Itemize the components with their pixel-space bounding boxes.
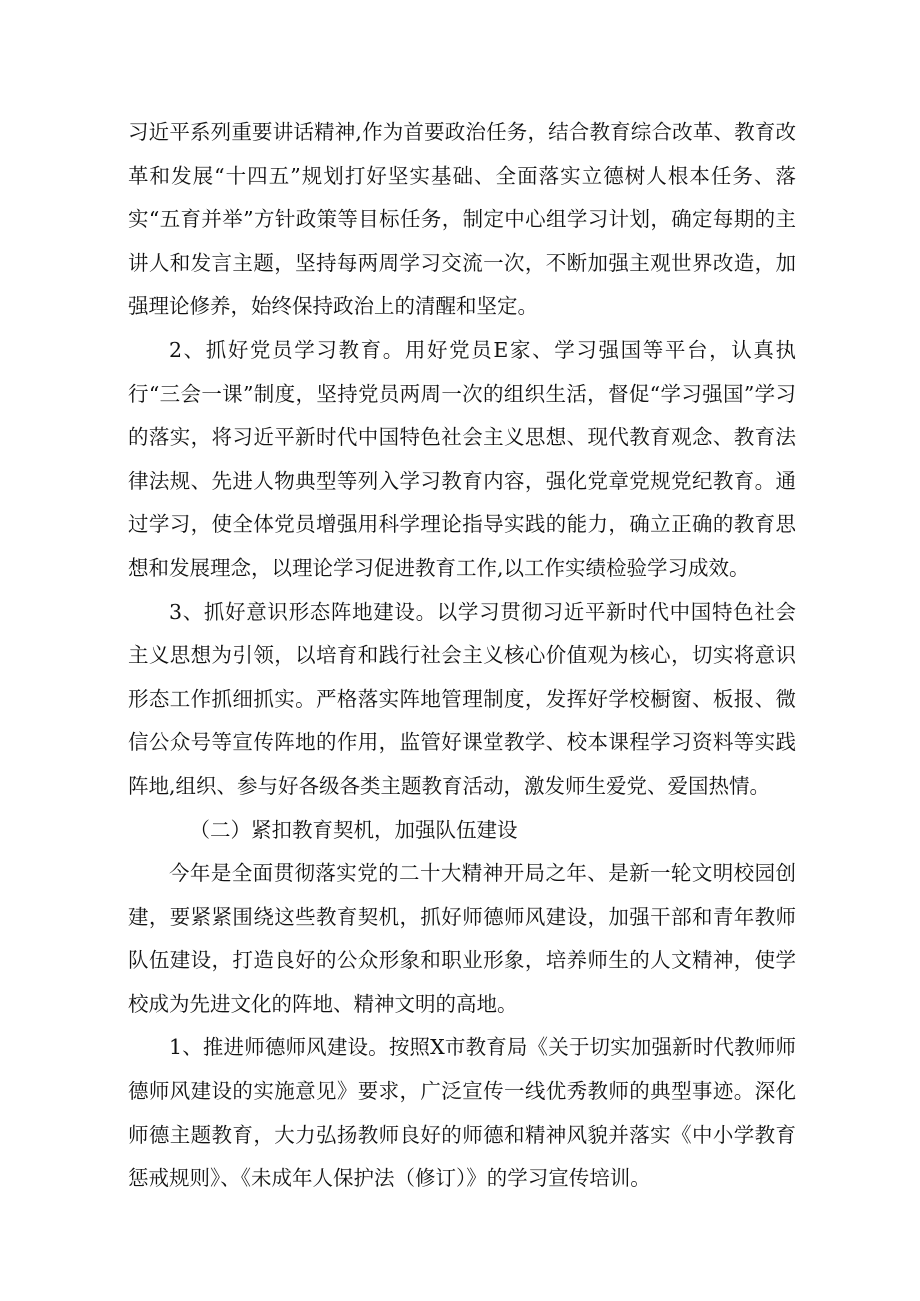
document-body (128, 111, 796, 1201)
paragraph-continuation: 习近平系列重要讲话精神,作为首要政治任务，结合教育综合改革、教育改革和发展“十四五”规划打好坚实基础、全面落实立德树人根本任务、落实“五育并举”方针政策等目标任务，制定中心组学习计划，确定每期的主讲人和发言主题，坚持每两周学习交流一次，不断加强主观世界改造，加强理论修养，始终保持政治上的清醒和坚定。 (128, 120, 796, 319)
paragraph-education-opportunity: 今年是全面贯彻落实党的二十大精神开局之年、是新一轮文明校园创建，要紧紧围绕这些教育契机，抓好师德师风建设，加强干部和青年教师队伍建设，打造良好的公众形象和职业形象，培养师生的人文精神，使学校成为先进文化的阵地、精神文明的高地。 (128, 861, 796, 1016)
section-heading-team-building: （二）紧扣教育契机，加强队伍建设 (189, 817, 518, 842)
paragraph-party-member-education: 2、抓好党员学习教育。用好党员E家、学习强国等平台，认真执行“三会一课”制度，坚持党员两周一次的组织生活，督促“学习强国”学习的落实，将习近平新时代中国特色社会主义思想、现代教育观念、教育法律法规、先进人物典型等列入学习教育内容，强化党章党规党纪教育。通过学习，使全体党员增强用科学理论指导实践的能力，确立正确的教育思想和发展理念，以理论学习促进教育工作,以工作实绩检验学习成效。 (128, 337, 796, 580)
paragraph-teacher-ethics: 1、推进师德师风建设。按照X市教育局《关于切实加强新时代教师师德师风建设的实施意见》要求，广泛宣传一线优秀教师的典型事迹。深化师德主题教育，大力弘扬教师良好的师德和精神风貌并落实《中小学教育惩戒规则》、《未成年人保护法（修订）》的学习宣传培训。 (128, 1035, 796, 1191)
paragraph-ideology-position: 3、抓好意识形态阵地建设。以学习贯彻习近平新时代中国特色社会主义思想为引领，以培育和践行社会主义核心价值观为核心，切实将意识形态工作抓细抓实。严格落实阵地管理制度，发挥好学校橱窗、板报、微信公众号等宣传阵地的作用，监管好课堂教学、校本课程学习资料等实践阵地,组织、参与好各级各类主题教育活动，激发师生爱党、爱国热情。 (128, 599, 796, 798)
